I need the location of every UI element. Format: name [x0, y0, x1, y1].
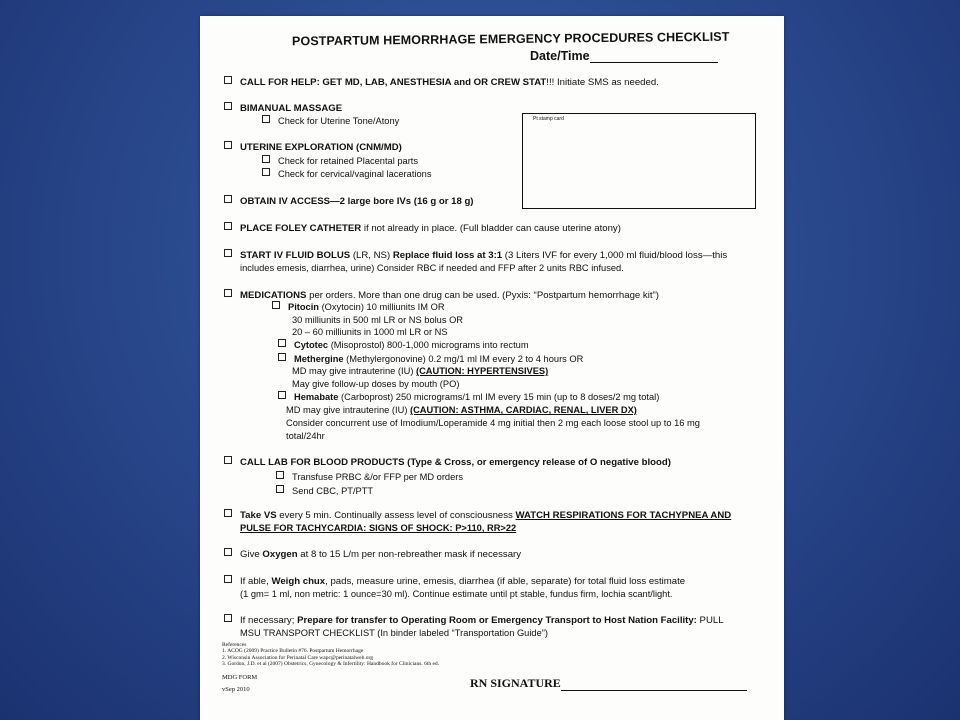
- date-time-line[interactable]: [590, 50, 718, 63]
- uterine-exploration-text: UTERINE EXPLORATION (CNM/MD): [240, 142, 402, 153]
- iv-fluid-bold1: START IV FLUID BOLUS: [240, 250, 351, 261]
- cytotec-name: Cytotec: [294, 340, 329, 350]
- reference-1: 1. ACOG (2009) Practice Bulletin #76. Postpartum Hemorrhage: [222, 648, 364, 655]
- form-info: [222, 672, 257, 696]
- item-uterine-exploration: [224, 141, 402, 154]
- item-call-lab: [224, 456, 671, 469]
- references: [222, 642, 439, 668]
- reference-3: 3. Gordon, J.D. et al (2007) Obstetrics, Gynecology & Infertility: Handbook for Clinicians. 6th ed.: [222, 661, 440, 668]
- caution-hypertensives: (CAUTION: HYPERTENSIVES): [416, 366, 549, 376]
- oxygen-bold: Oxygen: [262, 549, 298, 560]
- weigh-bold: Weigh chux: [271, 576, 326, 587]
- iv-fluid-rest: (3 Liters IVF for every 1,000 ml fluid/blood loss—this: [502, 250, 728, 261]
- checkbox-medications[interactable]: [224, 289, 232, 297]
- transfer-bold: Prepare for transfer to Operating Room or Emergency Transport to Host Nation Facility:: [297, 615, 697, 626]
- patient-stamp-box: [522, 113, 756, 209]
- item-call-for-help: [224, 76, 659, 89]
- bimanual-text: BIMANUAL MASSAGE: [240, 103, 343, 114]
- methergine-line2: [292, 365, 548, 377]
- hemabate-line2: [286, 404, 637, 416]
- transfer-rest: PULL: [696, 615, 724, 626]
- send-cbc-text: Send CBC, PT/PTT: [292, 486, 374, 496]
- rn-signature-field[interactable]: [470, 676, 747, 691]
- hemabate-iu: MD may give intrauterine (IU): [286, 405, 410, 415]
- hemabate-dose: (Carboprost) 250 micrograms/1 ml IM every 15 min (up to 8 doses/2 mg total): [338, 392, 660, 402]
- call-help-rest: !!! Initiate SMS as needed.: [546, 77, 659, 88]
- item-take-vs: [224, 509, 731, 522]
- stamp-label: Pt stamp card: [533, 116, 564, 122]
- item-iv-access: [224, 195, 474, 208]
- hemabate-line3: Consider concurrent use of Imodium/Loperamide 4 mg initial then 2 mg each loose stool up to 16 mg: [286, 418, 700, 428]
- checkbox-uterine-tone[interactable]: [262, 115, 270, 123]
- checklist-page: [200, 16, 784, 720]
- checkbox-hemabate[interactable]: [278, 391, 286, 399]
- item-iv-fluid-bolus: [224, 249, 727, 262]
- caution-asthma: (CAUTION: ASTHMA, CARDIAC, RENAL, LIVER DX): [410, 405, 637, 415]
- weigh-rest: , pads, measure urine, emesis, diarrhea (if able, separate) for total fluid loss estimate: [325, 576, 686, 587]
- iv-fluid-mid: (LR, NS): [350, 250, 393, 261]
- sub-transfuse: [276, 471, 463, 483]
- checkbox-call-for-help[interactable]: [224, 76, 232, 84]
- version-label: vSep 2010: [222, 686, 250, 693]
- references-heading: References: [222, 642, 247, 648]
- signs-of-shock: PULSE FOR TACHYCARDIA: SIGNS OF SHOCK: P>110, RR>22: [240, 523, 517, 533]
- iv-fluid-line2: includes emesis, diarrhea, urine) Consider RBC if needed and FFP after 2 units RBC infused.: [240, 263, 624, 273]
- checkbox-uterine-exploration[interactable]: [224, 141, 232, 149]
- hemabate-name: Hemabate: [294, 392, 339, 402]
- cytotec-dose: (Misoprostol) 800-1,000 micrograms into rectum: [328, 340, 529, 350]
- transfer-pre: If necessary;: [240, 615, 298, 626]
- methergine-iu: MD may give intrauterine (IU): [292, 366, 416, 376]
- oxygen-pre: Give: [240, 549, 263, 560]
- reference-2: 2. Wisconsin Association for Perinatal Care wapc@perinatalweb.org: [222, 654, 373, 661]
- checkbox-iv-fluid-bolus[interactable]: [224, 249, 232, 257]
- form-label: MDG FORM: [222, 674, 258, 681]
- page-title: POSTPARTUM HEMORRHAGE EMERGENCY PROCEDURES CHECKLIST: [291, 29, 730, 49]
- checkbox-pitocin[interactable]: [272, 301, 280, 309]
- sub-uterine-tone: [262, 115, 399, 127]
- retained-placenta-text: Check for retained Placental parts: [278, 156, 419, 166]
- pitocin-line2: 30 milliunits in 500 ml LR or NS bolus OR: [292, 315, 464, 325]
- pitocin-line3: 20 – 60 milliunits in 1000 ml LR or NS: [292, 327, 448, 337]
- rn-signature-label: RN SIGNATURE: [470, 676, 561, 690]
- checkbox-methergine[interactable]: [278, 353, 286, 361]
- med-hemabate: [278, 391, 659, 403]
- med-pitocin: [272, 301, 445, 313]
- checkbox-cytotec[interactable]: [278, 339, 286, 347]
- item-foley-catheter: [224, 222, 621, 235]
- call-help-text: CALL FOR HELP: GET MD, LAB, ANESTHESIA and OR CREW STAT: [240, 77, 547, 88]
- checkbox-transfer[interactable]: [224, 614, 232, 622]
- iv-access-text: OBTAIN IV ACCESS—2 large bore IVs (16 g or 18 g): [240, 196, 474, 207]
- pitocin-name: Pitocin: [288, 302, 319, 312]
- weigh-line2: (1 gm= 1 ml, non metric: 1 ounce=30 ml). Continue estimate until pt stable, fundus firm, lochia scant/light.: [240, 589, 673, 599]
- foley-bold: PLACE FOLEY CATHETER: [240, 223, 362, 234]
- medications-rest: per orders. More than one drug can be used. (Pyxis: “Postpartum hemorrhage kit”): [306, 290, 659, 301]
- med-cytotec: [278, 339, 529, 351]
- foley-rest: if not already in place. (Full bladder can cause uterine atony): [361, 223, 621, 234]
- date-time-label: Date/Time: [530, 49, 590, 63]
- take-vs-rest: every 5 min. Continually assess level of consciousness: [276, 510, 516, 521]
- med-methergine: [278, 353, 583, 365]
- rn-signature-line[interactable]: [561, 679, 747, 691]
- sub-send-cbc: [276, 485, 373, 497]
- uterine-tone-text: Check for Uterine Tone/Atony: [278, 116, 400, 126]
- hemabate-line4: total/24hr: [286, 431, 325, 441]
- iv-fluid-bold2: Replace fluid loss at 3:1: [392, 250, 503, 261]
- oxygen-rest: at 8 to 15 L/m per non-rebreather mask if necessary: [297, 549, 522, 560]
- checkbox-iv-access[interactable]: [224, 195, 232, 203]
- pitocin-dose: (Oxytocin) 10 milliunits IM OR: [319, 302, 445, 312]
- checkbox-transfuse[interactable]: [276, 471, 284, 479]
- item-oxygen: [224, 548, 521, 561]
- methergine-name: Methergine: [294, 354, 344, 364]
- lacerations-text: Check for cervical/vaginal lacerations: [278, 169, 432, 179]
- methergine-line3: May give follow-up doses by mouth (PO): [292, 379, 460, 389]
- item-transfer: [224, 614, 724, 627]
- checkbox-send-cbc[interactable]: [276, 485, 284, 493]
- weigh-pre: If able,: [240, 576, 272, 587]
- call-lab-text: CALL LAB FOR BLOOD PRODUCTS (Type & Cross, or emergency release of O negative blood): [240, 457, 671, 468]
- vs-line2: [240, 522, 516, 534]
- checkbox-weigh-chux[interactable]: [224, 575, 232, 583]
- take-vs-bold: Take VS: [240, 510, 277, 521]
- date-time-field[interactable]: [530, 49, 718, 63]
- methergine-dose: (Methylergonovine) 0.2 mg/1 ml IM every 2 to 4 hours OR: [343, 354, 584, 364]
- item-weigh-chux: [224, 575, 685, 588]
- transfuse-text: Transfuse PRBC &/or FFP per MD orders: [292, 472, 464, 482]
- checkbox-lacerations[interactable]: [262, 168, 270, 176]
- watch-respirations: WATCH RESPIRATIONS FOR TACHYPNEA AND: [515, 510, 732, 521]
- sub-lacerations: [262, 168, 431, 180]
- checkbox-bimanual-massage[interactable]: [224, 102, 232, 110]
- checkbox-oxygen[interactable]: [224, 548, 232, 556]
- item-bimanual-massage: [224, 102, 342, 115]
- transfer-line2: MSU TRANSPORT CHECKLIST (In binder labeled “Transportation Guide”): [240, 628, 548, 638]
- checkbox-call-lab[interactable]: [224, 456, 232, 464]
- checkbox-foley-catheter[interactable]: [224, 222, 232, 230]
- medications-bold: MEDICATIONS: [240, 290, 307, 301]
- checkbox-retained-placenta[interactable]: [262, 155, 270, 163]
- checkbox-take-vs[interactable]: [224, 509, 232, 517]
- sub-retained-placenta: [262, 155, 418, 167]
